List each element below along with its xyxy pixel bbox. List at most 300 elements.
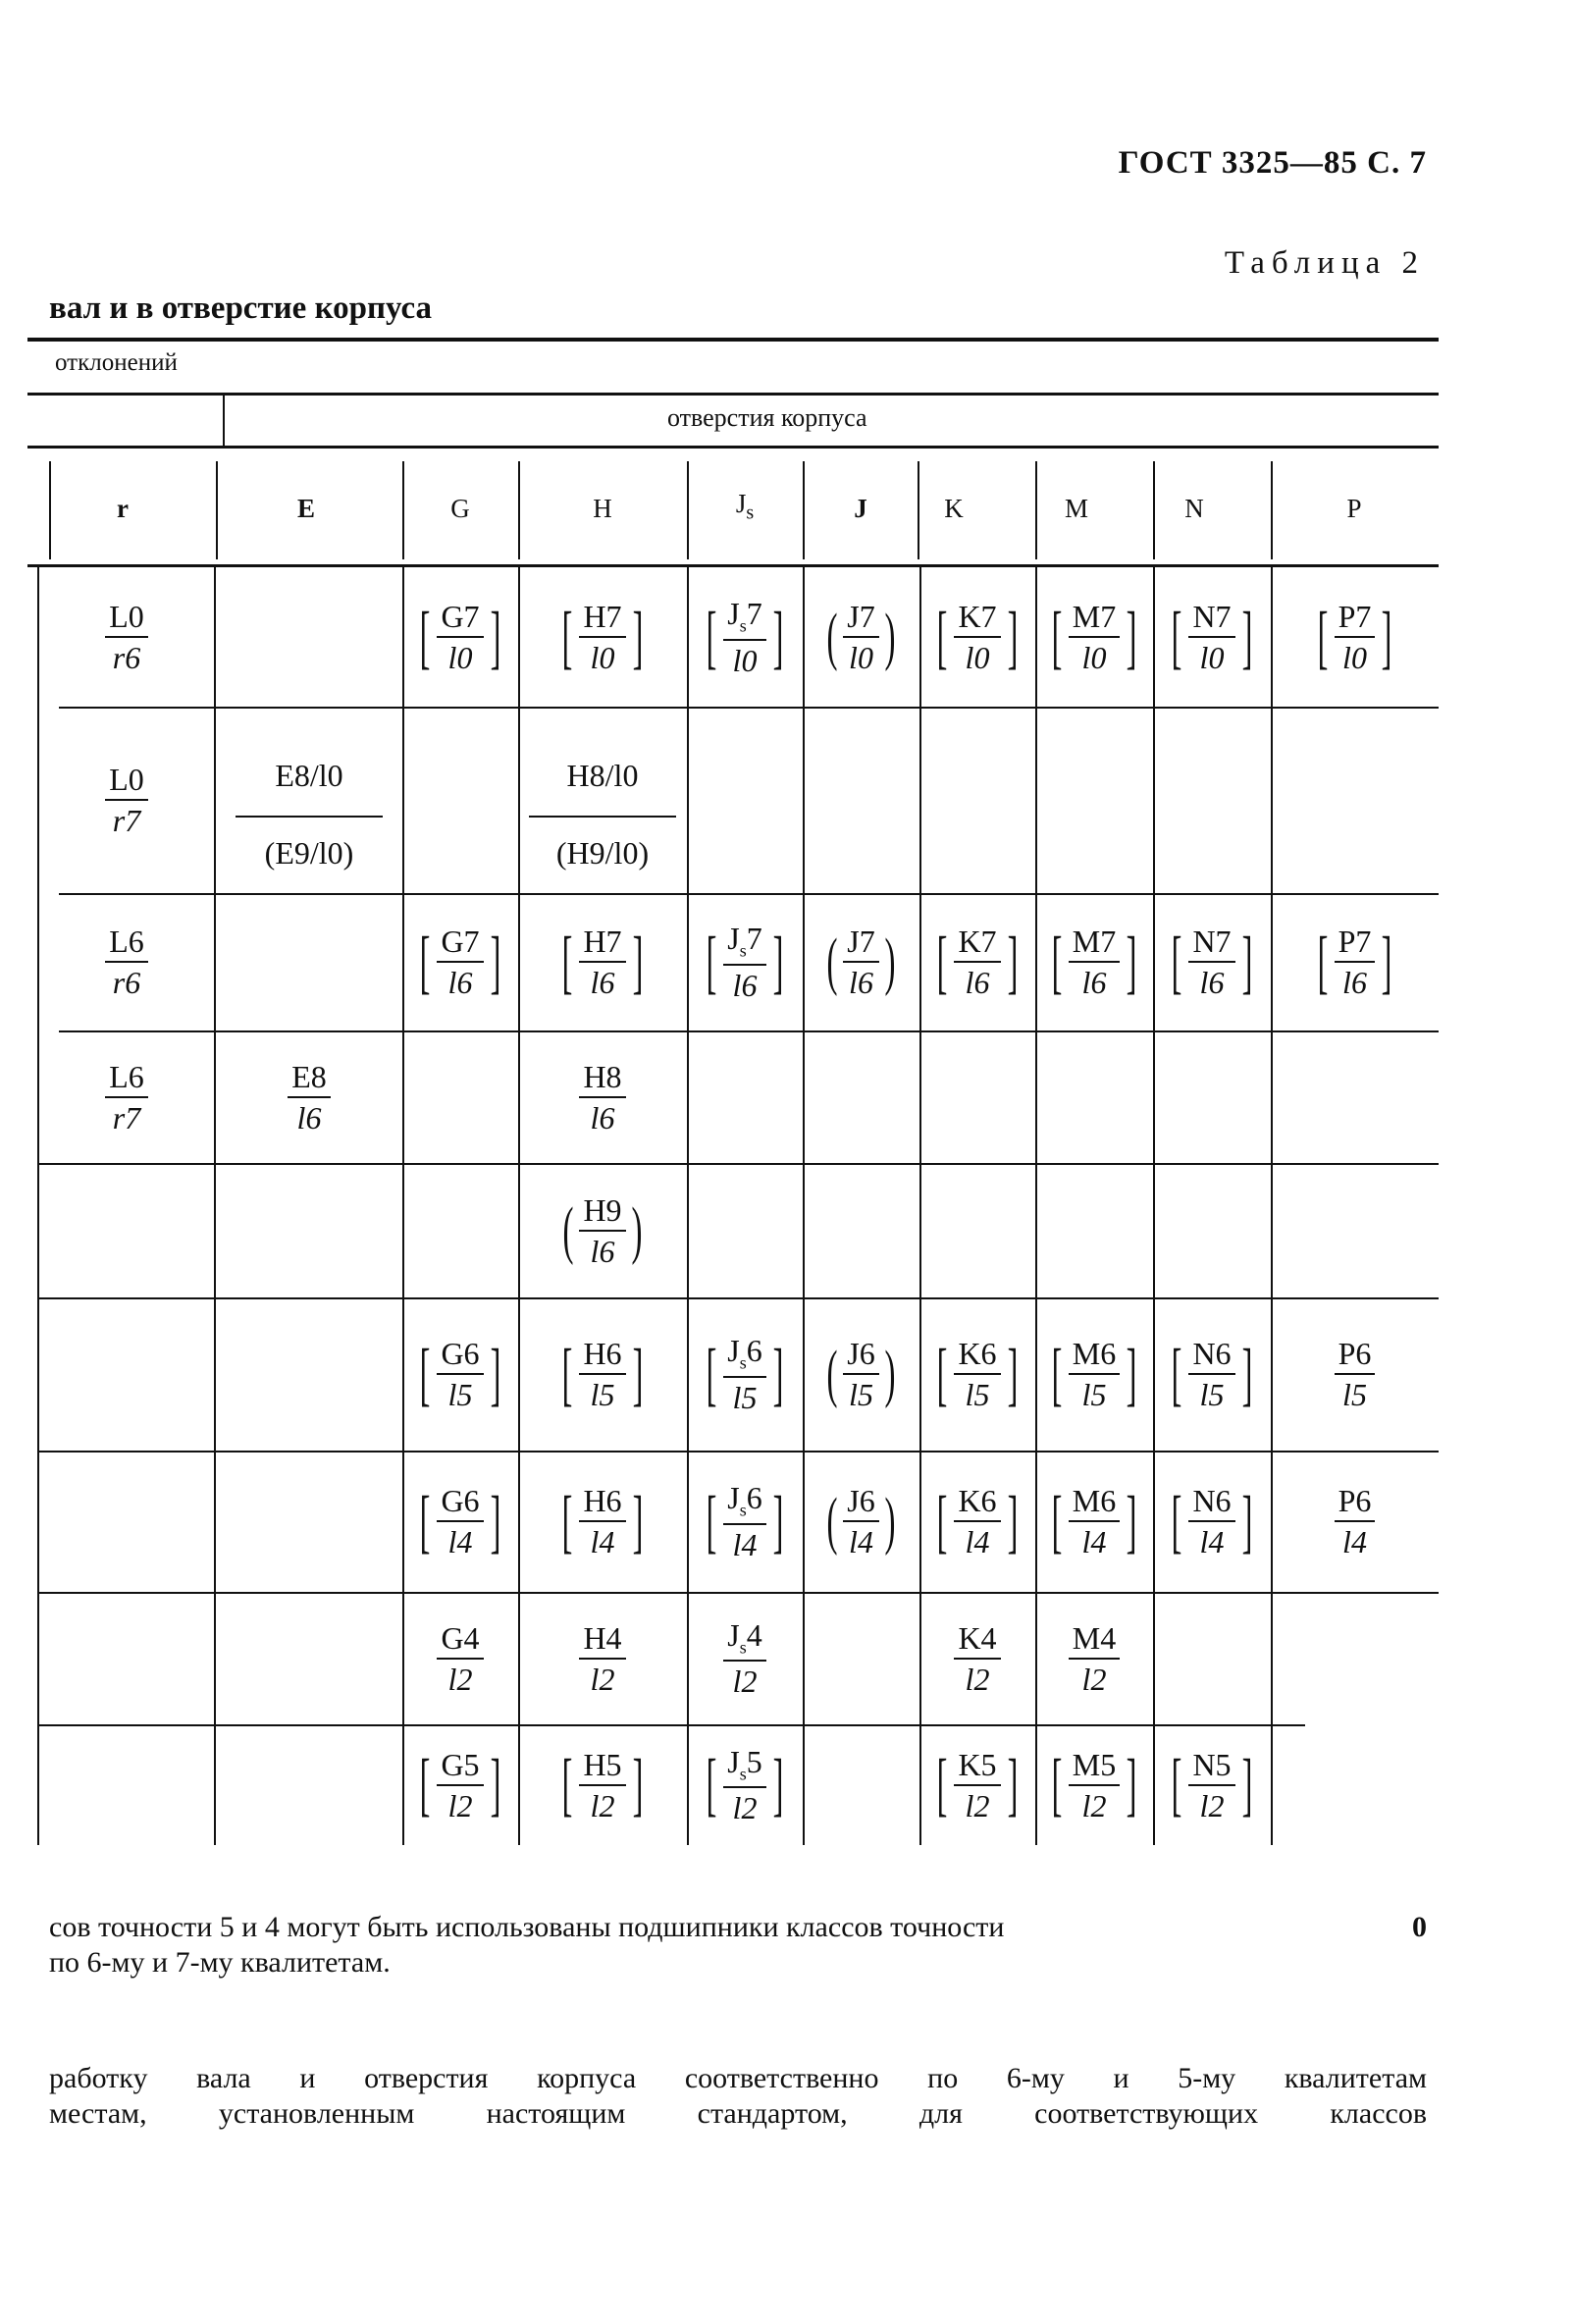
bracket-right: ] — [1007, 922, 1018, 1001]
col-header-K: K — [944, 494, 964, 523]
fit-denominator: l6 — [1199, 965, 1225, 1000]
bracket-left: [ — [706, 597, 717, 676]
fit-fraction — [723, 921, 765, 1003]
bracket-right: ] — [1126, 597, 1137, 676]
col-header-P: P — [1346, 494, 1362, 523]
fit-cell-H — [518, 1030, 687, 1163]
fit-fraction — [1069, 925, 1120, 998]
fit-cell-G — [402, 893, 518, 1030]
fit-numerator: G7 — [437, 601, 483, 638]
table-label: Таблица 2 — [1224, 245, 1425, 281]
fit-numerator: L0 — [105, 764, 148, 801]
fit-pair — [236, 728, 383, 872]
bracket-left: [ — [706, 922, 717, 1001]
fit-cell-K — [919, 1724, 1035, 1845]
bracket-right: ] — [1007, 1481, 1018, 1560]
body-col-line — [1271, 567, 1273, 1845]
paren-right: ) — [884, 1338, 896, 1410]
bracket-right: ] — [1126, 1334, 1137, 1413]
fit-denominator: l6 — [590, 1099, 615, 1136]
group-divider — [223, 393, 225, 446]
fit-cell-H — [518, 1451, 687, 1592]
bracket-right: ] — [632, 597, 643, 676]
fit-numerator: L6 — [105, 1061, 148, 1098]
fit-denominator: l5 — [1342, 1377, 1367, 1412]
fit-cell-H — [518, 567, 687, 707]
col-sep — [49, 461, 51, 559]
fit-cell-H — [518, 1592, 687, 1724]
fit-fraction — [437, 1485, 483, 1558]
fit-fraction — [1069, 1619, 1120, 1697]
rule-below-group — [27, 446, 1439, 449]
fit-numerator: $J_s7$ — [723, 923, 765, 965]
fit-numerator: K6 — [954, 1485, 1000, 1522]
fit-cell-K — [919, 1451, 1035, 1592]
fit-pair-alternate: (E9/l0) — [264, 835, 354, 871]
fit-numerator: J7 — [843, 601, 878, 638]
bracket-right: ] — [490, 1745, 500, 1824]
col-header-M: M — [1064, 494, 1088, 523]
fit-denominator: l6 — [1342, 965, 1367, 1000]
col-header-H: H — [593, 494, 612, 523]
fit-fraction — [1188, 925, 1234, 998]
fit-denominator: l5 — [732, 1379, 758, 1415]
fit-denominator: r7 — [112, 803, 141, 838]
shaft-fit-cell — [39, 1030, 214, 1163]
fit-numerator: J6 — [843, 1485, 878, 1522]
fit-cell-H — [518, 893, 687, 1030]
note-1-line-1: сов точности 5 и 4 могут быть использованы подшипники классов точности — [49, 1911, 1005, 1943]
fit-cell-M — [1035, 1592, 1153, 1724]
fit-cell-Js — [687, 1592, 803, 1724]
note-2-line-1: работку вала и отверстия корпуса соответственно по 6-му и 5-му квалитетам — [49, 2062, 1427, 2094]
row-rule — [39, 1163, 1439, 1165]
fit-denominator: l6 — [1081, 965, 1107, 1000]
fit-pair-divider — [529, 816, 676, 818]
fit-denominator: l2 — [965, 1661, 990, 1697]
fit-denominator: l2 — [1081, 1661, 1107, 1697]
fit-numerator: G7 — [437, 925, 483, 963]
fit-cell-Js — [687, 1724, 803, 1845]
bracket-left: [ — [937, 597, 948, 676]
bracket-left: [ — [706, 1745, 717, 1824]
fit-cell-N — [1153, 567, 1271, 707]
bracket-left: [ — [1172, 1745, 1182, 1824]
fit-cell-H — [518, 1163, 687, 1297]
fit-cell-J — [803, 893, 919, 1030]
fit-numerator: $J_s5$ — [723, 1746, 765, 1788]
bracket-left: [ — [706, 1481, 717, 1560]
fit-fraction — [437, 1619, 483, 1697]
fit-fraction — [843, 925, 878, 998]
fit-fraction — [437, 1746, 483, 1823]
fit-numerator: M6 — [1069, 1338, 1120, 1375]
paren-right: ) — [884, 601, 896, 673]
bracket-left: [ — [937, 1334, 948, 1413]
bracket-right: ] — [490, 922, 500, 1001]
fit-numerator: N6 — [1188, 1338, 1234, 1375]
fit-denominator: l0 — [965, 640, 990, 675]
fit-fraction — [1335, 925, 1376, 998]
bracket-left: [ — [562, 1745, 573, 1824]
fit-fraction — [1188, 1485, 1234, 1558]
fit-cell-P — [1271, 893, 1439, 1030]
fit-cell-H — [518, 1297, 687, 1451]
fit-fraction — [579, 925, 625, 998]
fit-numerator: L0 — [105, 601, 148, 638]
fit-numerator: M7 — [1069, 925, 1120, 963]
bracket-left: [ — [1051, 922, 1063, 1001]
body-col-line — [803, 567, 805, 1845]
fit-fraction — [1188, 1338, 1234, 1410]
fit-denominator: l5 — [1199, 1377, 1225, 1412]
fit-fraction — [288, 1058, 331, 1136]
fit-denominator: l0 — [1342, 640, 1367, 675]
fit-fraction — [579, 1746, 625, 1823]
bracket-left: [ — [420, 1481, 431, 1560]
fit-cell-Js — [687, 1297, 803, 1451]
fit-fraction — [1069, 1338, 1120, 1410]
fit-fraction — [954, 1746, 1000, 1823]
fit-fraction — [579, 601, 625, 673]
fit-denominator: l2 — [732, 1664, 758, 1700]
col-sep — [216, 461, 218, 559]
bracket-right: ] — [772, 1745, 784, 1824]
fit-numerator: P7 — [1335, 601, 1376, 638]
fit-denominator: l6 — [590, 1233, 615, 1269]
fit-cell-M — [1035, 1297, 1153, 1451]
fit-numerator: K7 — [954, 925, 1000, 963]
shaft-fit-cell — [39, 707, 214, 893]
fit-numerator: G6 — [437, 1338, 483, 1375]
col-sep — [518, 461, 520, 559]
fit-cell-E-pair — [216, 707, 402, 893]
col-header-N: N — [1184, 494, 1204, 523]
col-header-r: r — [117, 494, 129, 523]
fit-pair-divider — [236, 816, 383, 818]
fit-numerator: $J_s6$ — [723, 1335, 765, 1377]
fit-cell-G — [402, 1451, 518, 1592]
col-header-G: G — [450, 494, 470, 523]
fit-cell-Js — [687, 893, 803, 1030]
fit-pair — [529, 728, 676, 872]
fit-cell-J — [803, 1297, 919, 1451]
bracket-right: ] — [1241, 1481, 1252, 1560]
bracket-left: [ — [1051, 1481, 1063, 1560]
fit-numerator: H4 — [579, 1622, 625, 1660]
fit-numerator: H7 — [579, 925, 625, 963]
fit-cell-K — [919, 1297, 1035, 1451]
fit-fraction — [1069, 1485, 1120, 1558]
fit-fraction — [579, 1619, 625, 1697]
fit-cell-J — [803, 567, 919, 707]
paren-right: ) — [631, 1193, 643, 1266]
fit-cell-M — [1035, 567, 1153, 707]
fit-fraction — [723, 1743, 765, 1826]
bracket-left: [ — [1317, 597, 1328, 676]
fit-numerator: $J_s6$ — [723, 1482, 765, 1524]
note-2-line-2: местам, установленным настоящим стандартом, для соответствующих классов — [49, 2097, 1427, 2130]
shaft-fit-cell — [39, 567, 214, 707]
fit-fraction — [105, 1058, 148, 1136]
fit-fraction — [1069, 1746, 1120, 1823]
fit-cell-N — [1153, 1451, 1271, 1592]
fit-numerator: N5 — [1188, 1749, 1234, 1786]
bracket-left: [ — [1172, 1334, 1182, 1413]
fit-fraction — [954, 601, 1000, 673]
fit-numerator: G4 — [437, 1622, 483, 1660]
bracket-right: ] — [1007, 1745, 1018, 1824]
fit-cell-M — [1035, 1724, 1153, 1845]
fit-denominator: l6 — [296, 1099, 322, 1136]
fit-denominator: l4 — [849, 1524, 873, 1559]
fit-fraction — [843, 1485, 878, 1558]
fit-denominator: l5 — [447, 1377, 473, 1412]
col-sep — [803, 461, 805, 559]
bracket-right: ] — [490, 1481, 500, 1560]
fit-denominator: l6 — [849, 965, 873, 1000]
paren-right: ) — [884, 925, 896, 998]
fit-numerator: K4 — [954, 1622, 1000, 1660]
bracket-left: [ — [937, 922, 948, 1001]
fit-fraction — [723, 596, 765, 678]
fit-denominator: l2 — [590, 1661, 615, 1697]
fit-cell-N — [1153, 893, 1271, 1030]
fit-cell-N — [1153, 1297, 1271, 1451]
fit-numerator: $J_s4$ — [723, 1619, 765, 1662]
bracket-left: [ — [1317, 922, 1328, 1001]
fit-numerator: E8 — [288, 1061, 331, 1098]
fit-fraction — [105, 601, 148, 673]
bracket-right: ] — [632, 1745, 643, 1824]
fit-denominator: l6 — [732, 967, 758, 1003]
bracket-right: ] — [1126, 1745, 1137, 1824]
col-header-E: E — [296, 494, 315, 523]
paren-left: ( — [826, 601, 838, 673]
bracket-right: ] — [632, 1334, 643, 1413]
bracket-right: ] — [632, 1481, 643, 1560]
bracket-left: [ — [1051, 1745, 1063, 1824]
bracket-left: [ — [1172, 922, 1182, 1001]
fit-denominator: l6 — [447, 965, 473, 1000]
fit-fraction — [1188, 601, 1234, 673]
fit-fraction — [954, 1619, 1000, 1697]
bracket-right: ] — [1241, 1334, 1252, 1413]
fit-cell-G — [402, 1297, 518, 1451]
bracket-right: ] — [772, 922, 784, 1001]
fit-fraction — [1069, 601, 1120, 673]
bracket-left: [ — [420, 597, 431, 676]
fit-denominator: l0 — [849, 640, 873, 675]
fit-numerator: H7 — [579, 601, 625, 638]
bracket-left: [ — [937, 1481, 948, 1560]
fit-fraction — [723, 1333, 765, 1415]
col-header-Js: $J_s$ — [735, 489, 755, 524]
fit-numerator: N7 — [1188, 601, 1234, 638]
bracket-right: ] — [490, 597, 500, 676]
shaft-fit-cell — [39, 893, 214, 1030]
bracket-left: [ — [937, 1745, 948, 1824]
fit-fraction — [579, 1191, 625, 1269]
bracket-left: [ — [562, 597, 573, 676]
fit-fraction — [105, 925, 148, 998]
fit-cell-K — [919, 567, 1035, 707]
fit-denominator: l4 — [1199, 1524, 1225, 1559]
fit-cell-G — [402, 1592, 518, 1724]
fit-numerator: P6 — [1335, 1338, 1376, 1375]
fit-fraction — [723, 1480, 765, 1562]
bracket-left: [ — [562, 1481, 573, 1560]
fit-cell-Js — [687, 1451, 803, 1592]
fit-denominator: r6 — [112, 640, 141, 675]
bracket-left: [ — [706, 1334, 717, 1413]
fit-fraction — [843, 1338, 878, 1410]
bracket-right: ] — [632, 922, 643, 1001]
fit-denominator: l4 — [590, 1524, 615, 1559]
bracket-right: ] — [1126, 922, 1137, 1001]
fit-pair-alternate: (H9/l0) — [555, 835, 650, 871]
fit-fraction — [579, 1058, 625, 1136]
fit-denominator: l2 — [965, 1787, 990, 1823]
fit-denominator: l0 — [1199, 640, 1225, 675]
col-sep — [402, 461, 404, 559]
paren-right: ) — [884, 1485, 896, 1558]
fit-cell-M — [1035, 893, 1153, 1030]
fit-denominator: l4 — [965, 1524, 990, 1559]
fit-fraction — [579, 1338, 625, 1410]
bracket-left: [ — [420, 1745, 431, 1824]
paren-left: ( — [562, 1193, 574, 1266]
fit-denominator: l5 — [849, 1377, 873, 1412]
fit-numerator: H8 — [579, 1061, 625, 1098]
fit-denominator: l5 — [1081, 1377, 1107, 1412]
fit-cell-H-pair — [518, 707, 687, 893]
fit-denominator: r6 — [112, 965, 141, 1000]
bracket-right: ] — [1241, 1745, 1252, 1824]
fit-denominator: l4 — [1081, 1524, 1107, 1559]
bracket-right: ] — [1241, 922, 1252, 1001]
fit-numerator: J6 — [843, 1338, 878, 1375]
group-title: отверстия корпуса — [667, 403, 867, 432]
bracket-left: [ — [1051, 1334, 1063, 1413]
fit-denominator: l0 — [1081, 640, 1107, 675]
fit-numerator: P6 — [1335, 1485, 1376, 1522]
col-sep — [687, 461, 689, 559]
standard-reference: ГОСТ 3325—85 С. 7 — [1118, 145, 1427, 181]
fit-numerator: H6 — [579, 1485, 625, 1522]
fit-cell-G — [402, 567, 518, 707]
fit-numerator: H5 — [579, 1749, 625, 1786]
fit-denominator: l4 — [732, 1526, 758, 1562]
fit-denominator: l0 — [590, 640, 615, 675]
fit-numerator: M7 — [1069, 601, 1120, 638]
bracket-right: ] — [772, 1481, 784, 1560]
fit-fraction — [105, 764, 148, 836]
bracket-right: ] — [1007, 597, 1018, 676]
fit-denominator: l2 — [447, 1661, 473, 1697]
fit-denominator: l5 — [590, 1377, 615, 1412]
fit-fraction — [1188, 1746, 1234, 1823]
note-1-line-2: по 6-му и 7-му квалитетам. — [49, 1946, 391, 1979]
col-header-J: J — [854, 494, 867, 523]
bracket-right: ] — [1381, 922, 1392, 1001]
fit-numerator: P7 — [1335, 925, 1376, 963]
fit-denominator: l0 — [447, 640, 473, 675]
note-1-line-1-tail: 0 — [1412, 1911, 1427, 1943]
fit-denominator: l2 — [1081, 1787, 1107, 1823]
bracket-right: ] — [1126, 1481, 1137, 1560]
fit-cell-P — [1271, 567, 1439, 707]
bracket-left: [ — [1051, 597, 1063, 676]
bracket-left: [ — [420, 1334, 431, 1413]
fit-denominator: l2 — [447, 1787, 473, 1823]
fit-cell-E — [216, 1030, 402, 1163]
fit-denominator: l2 — [1199, 1787, 1225, 1823]
fit-cell-G — [402, 1724, 518, 1845]
rule-top — [27, 338, 1439, 342]
fit-numerator: K7 — [954, 601, 1000, 638]
fit-denominator: r7 — [112, 1099, 141, 1136]
fit-fraction — [1335, 1485, 1376, 1558]
fit-cell-P — [1271, 1451, 1439, 1592]
fit-numerator: L6 — [105, 925, 148, 963]
bracket-right: ] — [1007, 1334, 1018, 1413]
fit-numerator: G6 — [437, 1485, 483, 1522]
fit-fraction — [723, 1616, 765, 1700]
bracket-left: [ — [1172, 1481, 1182, 1560]
fit-numerator: G5 — [437, 1749, 483, 1786]
fit-numerator: M5 — [1069, 1749, 1120, 1786]
fit-denominator: l2 — [590, 1787, 615, 1823]
fit-denominator: l5 — [965, 1377, 990, 1412]
fit-cell-K — [919, 893, 1035, 1030]
bracket-left: [ — [1172, 597, 1182, 676]
paren-left: ( — [826, 1338, 838, 1410]
fit-fraction — [954, 1485, 1000, 1558]
fit-fraction — [1335, 601, 1376, 673]
fit-cell-J — [803, 1451, 919, 1592]
fit-denominator: l6 — [965, 965, 990, 1000]
body-col-line — [1153, 567, 1155, 1845]
fit-denominator: l0 — [732, 642, 758, 678]
fit-pair-primary: E8/l0 — [275, 758, 343, 793]
note-paragraph-1 — [49, 1910, 1427, 1981]
fit-fraction — [437, 601, 483, 673]
fit-denominator: l6 — [590, 965, 615, 1000]
fit-denominator: l4 — [1342, 1524, 1367, 1559]
table-subtitle: вал и в отверстие корпуса — [49, 290, 433, 326]
bracket-right: ] — [772, 1334, 784, 1413]
fit-pair-primary: H8/l0 — [566, 758, 639, 793]
fit-denominator: l2 — [732, 1790, 758, 1826]
fit-cell-K — [919, 1592, 1035, 1724]
fit-numerator: $J_s7$ — [723, 598, 765, 640]
fit-numerator: N7 — [1188, 925, 1234, 963]
paren-left: ( — [826, 1485, 838, 1558]
fit-fraction — [1335, 1338, 1376, 1410]
fit-cell-H — [518, 1724, 687, 1845]
fit-fraction — [954, 1338, 1000, 1410]
caption-deviations: отклонений — [55, 349, 178, 376]
bracket-right: ] — [772, 597, 784, 676]
fit-denominator: l4 — [447, 1524, 473, 1559]
bracket-right: ] — [490, 1334, 500, 1413]
fit-numerator: H6 — [579, 1338, 625, 1375]
fit-fraction — [954, 925, 1000, 998]
fit-numerator: M4 — [1069, 1622, 1120, 1660]
fit-numerator: N6 — [1188, 1485, 1234, 1522]
fit-numerator: H9 — [579, 1194, 625, 1232]
